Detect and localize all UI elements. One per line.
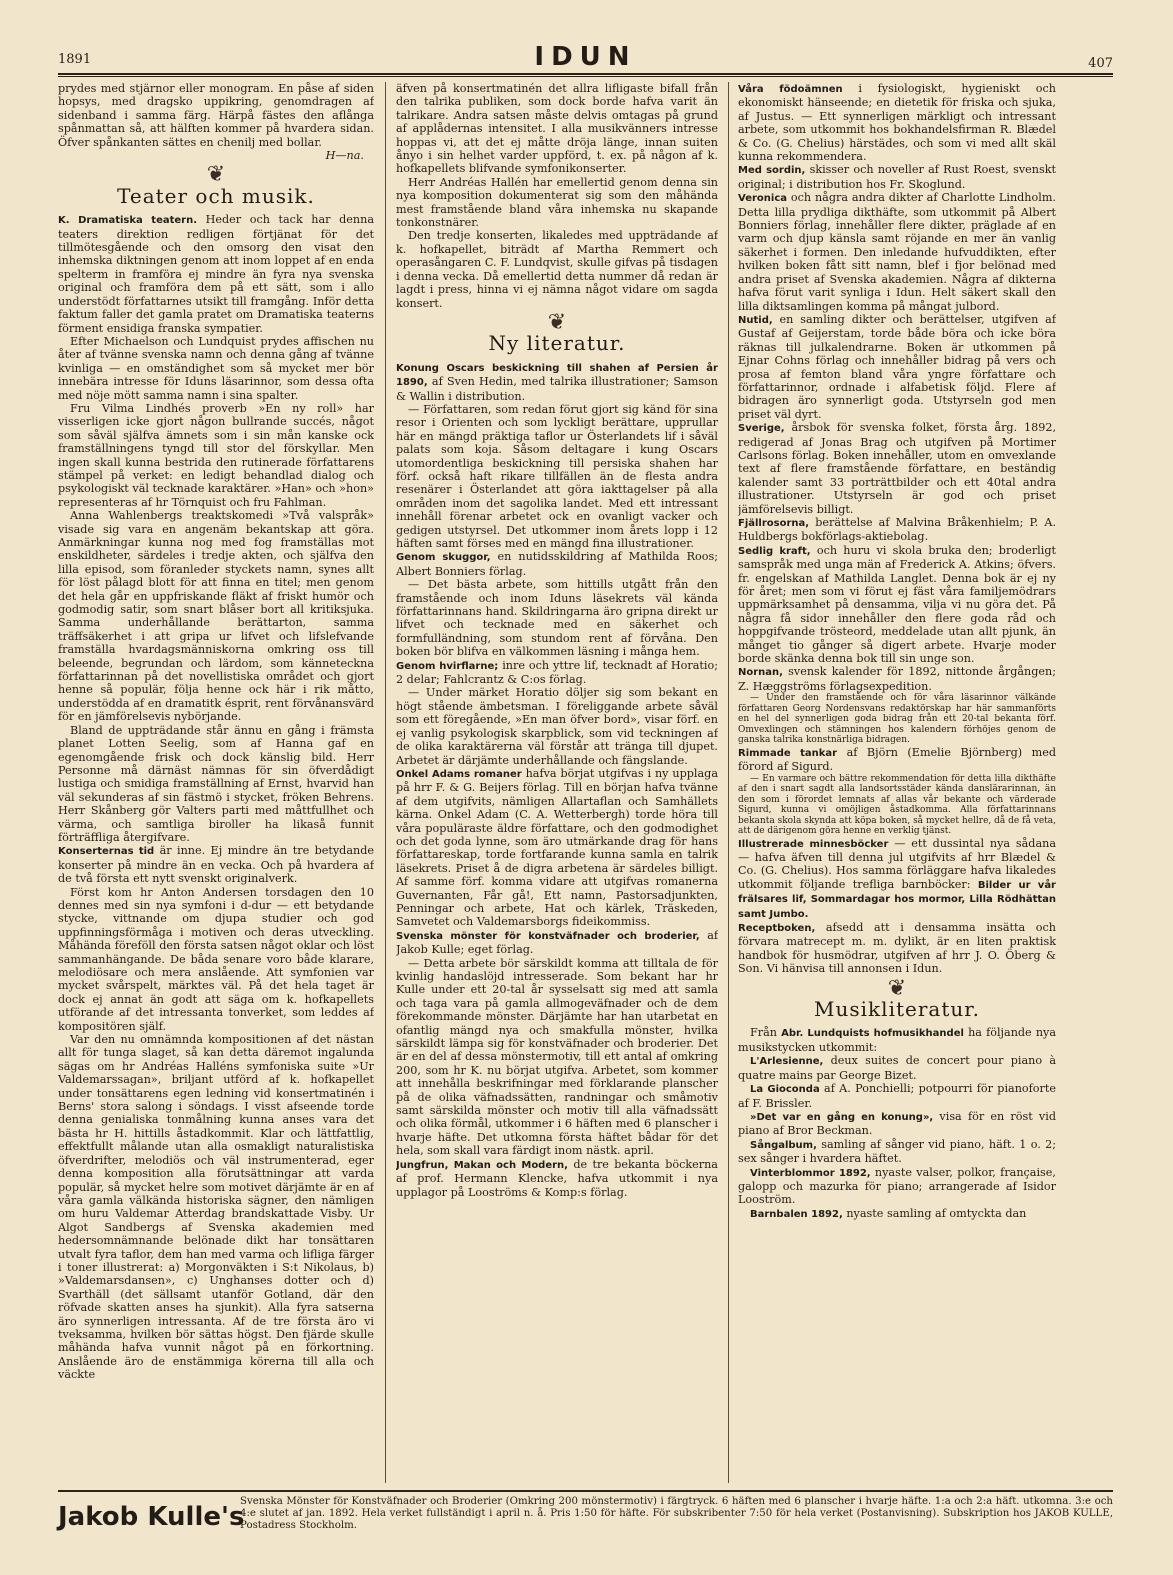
review-entry: Receptboken, afsedd att i densamma insätta och förvara matrecept m. m. dylikt, är en liten praktisk handbok för husmödrar, utgifven af hrr J. O. Öberg & Son. Vi hänvisa till annonsen i Idun. <box>738 921 1056 976</box>
review-text: — Författaren, som redan förut gjort sig känd för sina resor i Orienten och som lyckligt berättare, upprullar här en mängd präktiga taflor ur Österlandets lif i såväl palats som koja. Såsom deltagare i kung Oscars utomordentliga beskickning till persiska shahen har förf. också haft rikare tillfällen än de flesta andra resenärer i Österlandet att göra iakttagelser på alla områden inom det sagolika landet. Med ett intressant innehåll förenar arbetet ock en ovanligt vacker och gedigen utstyrsel. Det utkommer inom årets lopp i 12 häften samt förses med en mängd fina illustrationer. <box>396 402 718 550</box>
review-entry: Nutid, en samling dikter och berättelser, utgifven af Gustaf af Geijerstam, torde både böra och icke böra räknas till julkalendrarne. Boken är utkommen på Ejnar Cohns förlag och innehåller bidrag på vers och prosa af femton bland våra yngre författare och författarinnor, ordnade i alfabetisk följd. Flere af bidragen äro synnerligt goda. Utstyrseln god men priset väl dyrt. <box>738 312 1056 421</box>
review-entry: Nornan, svensk kalender för 1892, nittonde årgången; Z. Hæggströms förlagsexpedition. <box>738 665 1056 693</box>
article-paragraph: Anna Wahlenbergs treaktskomedi »Två valspråk» visade sig vara en angenäm bekantskap att göra. Anmärkningar kunna nog med fog framställas mot enskildheter, särdeles i tredje akten, och själfva den lilla episod, som föranleder styckets namn, synes allt för löst pålagd blott för att finna en titel; men genom det hela går en uppfriskande fläkt af friskt humör och godmodig satir, som snart blåser bort all kritiksjuka. Samma underhållande berättarton, samma träffsäkerhet i att gripa ur lifvet och lifslefvande framställa hvardagsmänniskorna omkring oss till beleende, begrundan och lärdom, som kännetecknа författarinnan på det novellistiska området och gjort henne så populär, följa henne ock här i rik måtto, understödda af en dramatitk ésprit, rent förvånansvärd för en jämförelsevis nybörjande. <box>58 509 374 724</box>
review-entry: Genom hvirflarne; inre och yttre lif, tecknadt af Horatio; 2 delar; Fahlcrantz & C:os förlag. <box>396 658 718 687</box>
column-middle <box>396 82 718 1483</box>
review-text: — Under märket Horatio döljer sig som bekant en högt stående ämbetsman. I föreliggande arbete såväl som ett föregående, »En man öfver bord», visar förf. en ej vanlig psykologisk skarpblick, som vid teckningen af de olika karaktärerna väl förstår att tränga till djupet. Arbetet är därjämte underhållande och fängslande. <box>396 686 718 767</box>
article-paragraph: K. Dramatiska teatern. Heder och tack har denna teaters direktion redligen förtjänat för det tillmötesgående och den omsorg den visat den inhemska diktningen genom att inom loppet af en enda spelterm in framföra ej mindre än fyra nya svenska original och framföra dem på ett sätt, som i allo understödt författarnes utsikt till framgång. Inför detta faktum faller det gamla pratet om Dramatiska teaterns förment ensidiga franska sympatier. <box>58 213 374 335</box>
music-entry: La Gioconda af A. Ponchielli; potpourri för pianoforte af F. Brissler. <box>738 1082 1056 1110</box>
masthead-title: IDUN <box>534 42 637 72</box>
article-label: K. Dramatiska teatern. <box>58 215 198 227</box>
ad-text: Svenska Mönster för Konstväfnader och Broderier (Omkring 200 mönstermotiv) i färgtryck. 6 häften med 6 planscher i hvarje häfte. 1:a och 2:a häft. utkomna. 3:e och 4:e slutet af jan. 1892. Hela verket fullständigt i april n. å. Pris 1:50 för häfte. För subskribenter 7:50 för hela verket (Postanvisning). Subskription hos JAKOB KULLE, Postadress Stockholm. <box>240 1496 1113 1531</box>
review-entry: Illustrerade minnesböcker — ett dussintal nya sådana — hafva äfven till denna jul utgifvits af hrr Blædel & Co. (G. Chelius). Hos samma förläggare hafva likaledes utkommit följande trefliga barnböcker: Bilder ur vår frälsares lif, Sommardagar hos mormor, Lilla Rödhättan samt Jumbo. <box>738 836 1056 920</box>
review-smalltext: — En varmare och bättre rekommendation för detta lilla dikthäfte af den i snart sagdt alla landsortsstäder kända danslärarinnan, än den som i förordet lemnats af allas vår bekante och värderade Sigurd, kunna vi omöjligen åstadkomma. Alla författarinnans bekanta skola skynda att köpa boken, så mycket hellre, då de få veta, att de därigenom göra henne en verklig tjänst. <box>738 773 1056 837</box>
section-title-literatur: Ny literatur. <box>488 331 626 356</box>
article-paragraph: äfven på konsertmatinén det allra lifligaste bifall från den talrika publiken, som dock borde hafva varit än talrikare. Andra satsen måste delvis omtagas på grund af applådernas intensitet. I alla musikvänners intresse hoppas vi, att det ej måtte dröja länge, innan suiten ånyo i sin helhet varder uppförd, t. ex. på någon af k. hofkapellets blifvande symfonikonserter. <box>396 82 718 176</box>
music-entry: Barnbalen 1892, nyaste samling af omtyckta dan <box>750 1206 1027 1220</box>
music-entry: »Det var en gång en konung», visa för en röst vid piano af Bror Beckman. <box>738 1109 1056 1138</box>
review-entry: Svenska mönster för konstväfnader och broderier, af Jakob Kulle; eget förlag. <box>396 928 718 957</box>
article-paragraph: Den tredje konserten, likaledes med uppträdande af k. hofkapellet, biträdt af Martha Remmert och operasångaren C. F. Lundqvist, skulle gifvas på tisdagen i denna vecka. Då emellertid detta nummer då redan är lagdt i press, hinna vi ej nämna något vidare om sagda konsert. <box>396 229 718 310</box>
ornament-icon: ❦ <box>547 309 567 335</box>
review-text: — Det bästa arbete, som hittills utgått från den framstående och inom Iduns läsekrets väl kända författarinnans hand. Skildringarna äro gripna direkt ur lifvet och tecknade med en säkerhet och formfulländning, som stundom rent af förvåna. Den boken bör blifva en välkommen läsning i många hem. <box>396 578 718 659</box>
header-year: 1891 <box>58 52 92 67</box>
review-entry: Fjällrosorna, berättelse af Malvina Bråkenhielm; P. A. Huldbergs bokförlags-aktiebolag. <box>738 516 1056 544</box>
music-entry: L'Arlesienne, deux suites de concert pour piano à quatre mains par George Bizet. <box>738 1054 1056 1082</box>
review-entry: Sverige, årsbok för svenska folket, första årg. 1892, redigerad af Jonas Brag och utgifven på Mortimer Carlsons förlag. Boken innehåller, utom en omvexlande text af flere framstående författare, en beständig kalender samt 33 porträttbilder och ett 40tal andra illustrationer. Utstyrseln är god och priset jämförelsevis billigt. <box>738 421 1056 516</box>
review-entry: Konung Oscars beskickning till shahen af Persien år 1890, af Sven Hedin, med talrika illustrationer; Samson & Wallin i distribution. <box>396 362 718 403</box>
footer-advertisement <box>58 1490 1113 1544</box>
article-paragraph: Bland de uppträdande står ännu en gång i främsta planet Lotten Seelig, som af Hanna gaf en egenomgående frisk och dock känslig bild. Herr Personne må därnäst nämnas för sin öfverdådigt lustiga och smidiga framställning af Ernst, hvarvid han väl sekunderas af sin fästmö i stycket, fröken Behrens. Herr Skånberg gör Valters parti med måttfullhet och värma, och samtliga birollеr ha likaså funnit förträffliga återgifvare. <box>58 723 374 844</box>
review-smalltext: — Under den framstående och för våra läsarinnor välkände författaren Georg Nordensvans redaktörskap har här sammanförts en hel del synnerligen goda bidrag från ett 20-tal bekanta förf. Omvexlingen och stämningen hos kalendern förhöjes genom de ganska talrika konstnärliga bidragen. <box>738 693 1056 746</box>
ornament-icon: ❦ <box>206 162 226 188</box>
column-divider <box>728 82 729 1483</box>
article-paragraph: Efter Michaelson och Lundquist prydes affischen nu åter af tvänne svenska namn och denna gång af tvänne kvinliga — en omständighet som så mycket mer bör innebära intresse för Iduns läsarinnor, som dessa ofta med nöje mött samma namn i sina spalter. <box>58 334 374 402</box>
column-divider <box>385 82 386 1483</box>
header-rule <box>58 73 1113 75</box>
page-header <box>58 44 1113 72</box>
article-paragraph: Först kom hr Anton Andersen torsdagen den 10 dennes med sin nya symfoni i d-dur — ett betydande stycke, vittnande om djupa studier och god uppfinningsförmåga i motiven och deras utveckling. Måhända föreföll den första satsen något oklar och löst sammanhängande. De båda senare voro både klarare, melodiösare och mera anslående. Att symfonien var mycket svårspelt, märktes väl. På det hela taget är dock ej annat än godt att säga om k. hofkapellets utförande af det intressanta tonverket, som leddes af kompositören själf. <box>58 885 374 1033</box>
review-entry: Våra födoämnen i fysiologiskt, hygieniskt och ekonomiskt hänseende; en dietetik för friska och sjuka, af Justus. — Ett synnerligen märkligt och intressant arbete, som utkommit hos bokhandelsfirman R. Blædel & Co. (G. Chelius) härstädes, och som vi med allt skäl kunna rekommendera. <box>738 82 1056 164</box>
review-entry: Rimmade tankar af Björn (Emelie Björnberg) med förord af Sigurd. <box>738 745 1056 774</box>
article-paragraph: Var den nu omnämnda kompositionen af det nästan allt för tunga slaget, så kan detta däremot ingalunda sägas om hr Andréas Halléns symfoniska suite »Ur Valdemarssagan», briljant utförd af k. hofkapellet under tonsättarens egen ledning vid konsertmatinén i Berns' stora salong i söndags. I visst afseende torde denna genialiska tonmålning kunna anses vara det bästa hr H. hittills åstadkommit. Klar och lättfattlig, effektfullt målande utan alla osmakligt naturalistiska öfverdrifter, melodiös och väl instrumenterad, eger denna komposition alla förutsättningar att varda populär, så mycket helre som motivet därjämte är en af våra gamla välkända historiska sägner, den nämligen om huru Valdemar Atterdag brandskattade Visby. Ur Algot Sandbergs af Svenska akademien med hedersomnämnande belönade dikt har tonsättaren utvalt fyra taflor, dem han med varma och lifliga färger i toner illustrerat: a) Morgonväkten i S:t Nikolaus, b) »Valdemarsdansen», c) Unghanses dotter och d) Svarthäll (det sällsamt utanför Gotland, där den röfvade skatten anses ha sjunkit). Alla fyra satserna äro synnerligen intressanta. Af de tre första äro vi tveksamma, hvilken bör sättas högst. Den fjärde skulle måhända hafva vunnit något på en förkortning. Anslående äro de enstämmiga körerna till alla och väckte <box>58 1033 374 1382</box>
review-entry: Onkel Adams romaner hafva börjat utgifvas i ny upplaga på hrr F. & G. Beijers förlag. Till en början hafva tvänne af dem utgifvits, nämligen Allartaflan och Samhällets kärna. Onkel Adam (C. A. Wetterbergh) torde höra till våra populäraste äldre författare, och den godmodighet och det goda lynne, som äro utmärkande drag för hans författareskap, torde fortfarande kunna samla en talrik läsekrets. Priset å de digra arbetena är särdeles billigt. Af samme förf. komma vidare att utgifvas romanerna Guvernanten, Får gå!, Ett namn, Pastorsadjunkten, Penningar och arbete, Hat och kärlek, Träskeden, Samvetet och Valdemarsborgs fideikommiss. <box>396 766 718 929</box>
article-paragraph: Fru Vilma Lindhés proverb »En ny roll» har visserligen icke gjort någon bullrande succés, något som såväl själfva ämnets som i sin mån kanske ock framställningens tyngd till stor del förskyllar. Men ingen skall kunna bestrida den rutinerade författarens stämpel på verket: en ledigt behandlad dialog och psykologiskt väl tecknade karaktärer. »Han» och »hon» representeras af hr Törnquist och fru Fahlman. <box>58 401 374 509</box>
review-entry: Sedlig kraft, och huru vi skola bruka den; broderligt samspråk med unga män af Frederick A. Atkins; öfvers. fr. engelskan af Mathilda Langlet. Denna bok är ej ny för året; men som vi förut ej fäst våra familjemödrars uppmärksamhet på densamma, vilja vi nu göra det. På några få sidor innehåller den flere goda råd och hoppgifvande tröstеord, meddelade utan allt pjunk, än månget tio gånger så digert arbete. Hvarje moder borde skänka denna bok till sin unge son. <box>738 543 1056 666</box>
review-text: — Detta arbete bör särskildt komma att tilltala de för kvinlig handaslöjd intresserade. Som bekant har hr Kulle under ett 20-tal år sysselsatt sig med att samla och taga vara på gamla allmogeväfnader och de dem förekommande mönster. Därjämte har han utarbetat en ofantlig mängd nya och smakfulla mönster, hvilka särskildt lämpa sig för konstväfnader och broderier. Det är en del af dessa mönstermotiv, till ett antal af omkring 200, som hr K. nu börjat utgifva. Arbetet, som kommer att innehålla beskrifningar med förklarande planscher på de olika väfnadssätten, randningar och småmotiv samt särskilda mönster och motiv till alla väfnadssätt och olika förmål, utkommer i 6 häften med 6 planscher i hvarje häfte. Det utkomna första häftet bådar för det hela, som skall vara färdigt inom nästk. april. <box>396 956 718 1158</box>
article-label: Konserternas tid <box>58 846 155 858</box>
music-intro: Från Abr. Lundquists hofmusikhandel ha följande nya musikstycken utkommit: <box>738 1026 1056 1054</box>
music-entry: Vinterblommor 1892, nyaste valser, polkor, française, galopp och mazurka för piano; arrangerade af Isidor Looström. <box>738 1165 1056 1207</box>
section-title-musikliteratur: Musikliteratur. <box>814 997 980 1022</box>
signature: H—na. <box>325 149 364 163</box>
section-title-teater: Teater och musik. <box>117 183 315 208</box>
ornament-icon: ❦ <box>887 975 907 1001</box>
music-entry: Sångalbum, samling af sånger vid piano, häft. 1 o. 2; sex sånger i hvardera häftet. <box>738 1137 1056 1166</box>
article-paragraph: Konserternas tid är inne. Ej mindre än tre betydande konserter på mindre än en vecka. Och på hvardera af de två första ett nytt svenskt originalverk. <box>58 844 374 886</box>
article-paragraph: Herr Andréas Hallén har emellertid genom denna sin nya komposition dokumenterat sig som den måhända mest framstående bland våra inhemska nu skapande tonkonstnärer. <box>396 175 718 230</box>
review-entry: Med sordin, skisser och noveller af Rust Roest, svenskt original; i distribution hos Fr. Skoglund. <box>738 163 1056 191</box>
review-entry: Veronica och några andra dikter af Charlotte Lindholm. Detta lilla prydliga dikthäfte, som utkommit på Albert Bonniers förlag, innehåller flere dikter, präglade af en varm och djup känsla samt röjande en mer än vanlig säkerhet i formen. Den inledande hufvuddikten, efter hvilken boken fått sitt namn, blef i fjor belönad med andra priset af Svenska akademien. Några af dikterna hafva förut varit synliga i Idun. Helt säkert skall den lilla diktsamlingen komma på mångаt julbord. <box>738 191 1056 313</box>
column-left <box>58 82 374 1483</box>
intro-paragraph: prydes med stjärnor eller monogram. En påse af siden hopsys, med dragsko uppikring, genomdragen af sidenband i samma färg. Härpå fästes den aflånga spånmattan så, att hälften kommer på hvardera sidan. Öfver spånkanten sättes en chenilj med bollar. <box>58 82 374 149</box>
ad-brand: Jakob Kulle's <box>58 1502 245 1532</box>
column-right <box>738 82 1056 1483</box>
review-entry: Jungfrun, Makan och Modern, de tre bekanta böckerna af prof. Hermann Klencke, hafva utkommit i nya upplagor på Looströms & Komp:s förlag. <box>396 1157 718 1199</box>
header-rule-thin <box>58 76 1113 77</box>
review-entry: Genom skuggor, en nutidsskildring af Mathilda Roos; Albert Bonniers förlag. <box>396 550 718 578</box>
page-number: 407 <box>1088 56 1113 71</box>
